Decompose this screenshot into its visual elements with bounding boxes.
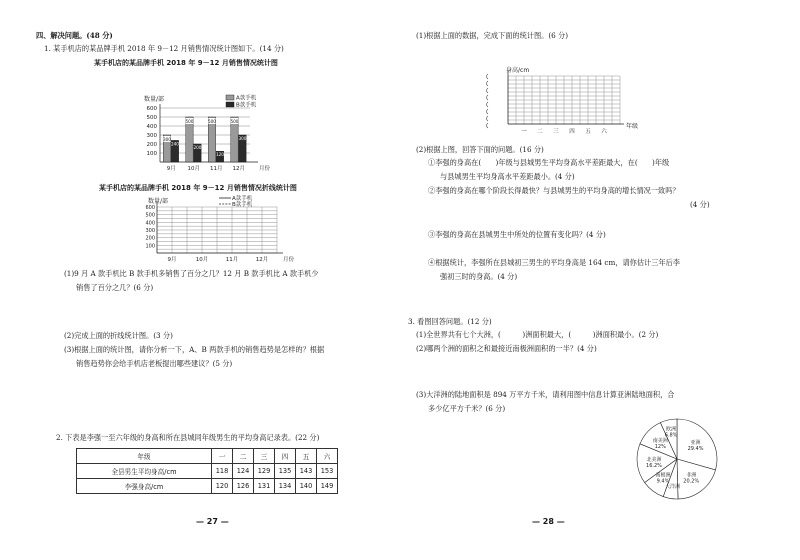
line-xtick-label: 11月 — [225, 257, 239, 263]
table-cell: 118 — [212, 464, 233, 479]
bar-ytick-label: 500 — [146, 115, 157, 121]
grid-xtick-label: 四 — [569, 129, 575, 135]
table-cell: 124 — [233, 464, 254, 479]
grid-bracket-mark — [487, 81, 489, 86]
q2-sub1-line2: 与县城男生平均身高水平差距最小。(4 分) — [440, 172, 575, 181]
pie-slice-name: 南美洲 — [652, 437, 668, 444]
bar-chart-ylabel: 数量/部 — [144, 96, 165, 103]
table-header-cell: 五 — [296, 449, 317, 464]
bar-value-label: 300 — [162, 137, 171, 142]
table-header-cell: 四 — [275, 449, 296, 464]
q1-part3-line1: (3)根据上面的统计图，请你分析一下，A、B 两款手机的销售趋势是怎样的？根据 — [64, 345, 325, 354]
q2-stem: 2. 下表是李强一至六年级的身高和所在县城同年级男生的平均身高记录表。(22 分) — [56, 433, 320, 442]
q3-part3-line1: (3)大洋洲的陆地面积是 894 万平方千米，请利用图中信息计算亚洲陆地面积，合 — [416, 390, 675, 399]
q1-part3-line2: 销售趋势你会给手机店老板提出哪些建议？(5 分) — [76, 359, 233, 368]
pie-slice-name: 非洲 — [686, 472, 697, 479]
q3-part3-line2: 多少亿平方千米？(6 分) — [428, 404, 506, 413]
grid-bracket-mark — [487, 109, 489, 114]
table-cell: 120 — [212, 479, 233, 494]
bar-ytick-label: 100 — [146, 151, 157, 157]
table-header-cell: 二 — [233, 449, 254, 464]
q2-sub4-line2: 强初三时的身高。(4 分) — [440, 272, 518, 281]
table-header-row — [77, 449, 338, 464]
pie-slice-value: 6.8% — [664, 432, 678, 439]
table-header-cell: 六 — [317, 449, 338, 464]
bar-legend-label: A款手机 — [236, 95, 257, 102]
bar-x-unit: 月份 — [259, 166, 271, 172]
q1-part2: (2)完成上面的折线统计图。(3 分) — [64, 331, 173, 340]
bar-xtick-label: 11月 — [210, 166, 223, 172]
line-chart-ylabel: 数量/部 — [148, 198, 169, 205]
q1-part1-line2: 销售了百分之几？(6 分) — [76, 283, 154, 292]
q2-sub1-line1: ①李强的身高在( )年级与县城男生平均身高水平差距最大，在( )年级 — [428, 158, 670, 167]
line-ytick-label: 200 — [145, 235, 155, 242]
pie-slice-value: 9.4% — [656, 478, 670, 485]
q1-stem: 1. 某手机店的某品牌手机 2018 年 9－12 月销售情况统计图如下。(14 分) — [44, 44, 284, 53]
bar-value-label: 500 — [185, 119, 194, 124]
line-ytick-label: 400 — [145, 220, 155, 227]
line-chart-title: 某手机店的某品牌手机 2018 年 9－12 月销售情况折线统计图 — [99, 184, 297, 192]
grid-bracket-mark — [487, 123, 489, 128]
table-cell: 134 — [275, 479, 296, 494]
q2-part1: (1)根据上面的数据，完成下面的统计图。(6 分) — [416, 31, 569, 40]
continent-pie-chart — [632, 414, 722, 504]
bar-chart — [130, 92, 300, 182]
line-chart — [135, 193, 305, 268]
bar-ytick-label: 600 — [146, 106, 157, 112]
table-header-cell: 三 — [254, 449, 275, 464]
table-cell: 143 — [296, 464, 317, 479]
line-xtick-label: 12月 — [255, 257, 269, 263]
pie-slice-value: 12% — [654, 443, 666, 450]
pie-slice-name: 大洋洲 — [664, 484, 680, 491]
line-xtick-label: 10月 — [195, 257, 209, 263]
bar-xtick-label: 10月 — [187, 166, 200, 172]
bar-value-label: 120 — [215, 152, 224, 158]
q1-part1-line1: (1)9 月 A 款手机比 B 款手机多销售了百分之几？12 月 B 款手机比 A 款手机少 — [64, 269, 319, 278]
bar-ytick-label: 200 — [146, 142, 157, 148]
q2-sub2: ②李强的身高在哪个阶段长得最快？与县城男生的平均身高的增长情况一致吗？ — [428, 186, 680, 195]
line-ytick-label: 500 — [145, 212, 155, 219]
pie-slice-name: 北美洲 — [646, 456, 662, 463]
grid-bracket-mark — [487, 95, 489, 100]
height-table — [76, 448, 338, 494]
line-ytick-label: 600 — [145, 205, 155, 211]
line-x-unit: 月份 — [283, 257, 295, 263]
bar-ytick-label: 400 — [146, 124, 157, 130]
bar-ytick-label: 300 — [146, 133, 157, 139]
table-cell: 126 — [233, 479, 254, 494]
table-cell: 131 — [254, 479, 275, 494]
page-number-left: — 27 — — [196, 517, 229, 526]
bar-legend-swatch — [226, 102, 234, 107]
grid-xtick-label: 一 — [521, 129, 527, 135]
pie-slice-name: 南极洲 — [655, 472, 671, 479]
bar-value-label: 500 — [207, 119, 216, 124]
bar-value-label: 500 — [230, 119, 239, 124]
bar-legend-label: B款手机 — [236, 102, 257, 109]
pie-slice-name: 亚洲 — [690, 440, 701, 447]
table-cell: 140 — [296, 479, 317, 494]
pie-slice-value: 16.2% — [646, 462, 662, 469]
q3-stem: 3. 看图回答问题。(12 分) — [408, 317, 492, 326]
table-cell: 129 — [254, 464, 275, 479]
grid-bracket-mark — [487, 74, 489, 79]
q2-sub3: ③李强的身高在县城男生中所处的位置有变化吗？(4 分) — [428, 230, 606, 239]
q2-sub2-score: (4 分) — [690, 200, 710, 209]
grid-xtick-label: 六 — [601, 129, 607, 135]
line-xtick-label: 9月 — [167, 257, 177, 263]
grid-xtick-label: 三 — [553, 129, 559, 135]
grid-xtick-label: 二 — [537, 129, 543, 135]
grid-xlabel: 年级 — [626, 123, 639, 130]
grid-bracket-mark — [487, 116, 489, 121]
height-grid-chart — [474, 62, 654, 142]
bar-xtick-label: 12月 — [232, 166, 245, 172]
table-cell: 153 — [317, 464, 338, 479]
bar-value-label: 240 — [170, 141, 179, 147]
bar-value-label: 200 — [193, 145, 202, 150]
q2-part2: (2)根据上图，回答下面的问题。(16 分) — [416, 145, 544, 154]
table-row — [77, 464, 338, 479]
q3-part1: (1)全世界共有七个大洲，( )洲面积最大，( )洲面积最小。(2 分) — [416, 330, 659, 339]
line-legend-label: B款手机 — [232, 202, 253, 208]
line-ytick-label: 300 — [145, 228, 155, 234]
bar-legend-swatch — [226, 95, 234, 100]
page-number-right: — 28 — — [532, 517, 565, 526]
line-ytick-label: 100 — [145, 243, 155, 250]
table-cell: 135 — [275, 464, 296, 479]
q3-part2: (2)哪两个洲的面积之和最接近南极洲面积的一半？(4 分) — [416, 344, 597, 353]
pie-slice-name: 欧洲 — [666, 426, 677, 433]
table-header-cell: 一 — [212, 449, 233, 464]
table-row-label: 李强身高/cm — [77, 479, 212, 494]
line-legend-label: A款手机 — [232, 196, 253, 202]
grid-ylabel: 身高/cm — [506, 67, 530, 74]
grid-xtick-label: 五 — [585, 129, 591, 135]
section-title: 四、解决问题。(48 分) — [36, 31, 113, 40]
bar-xtick-label: 9月 — [166, 166, 176, 172]
bar-value-label: 300 — [238, 136, 247, 141]
bar-chart-title: 某手机店的某品牌手机 2018 年 9－12 月销售情况统计图 — [94, 59, 278, 67]
table-row-label: 全县男生平均身高/cm — [77, 464, 212, 479]
pie-slice-value: 29.4% — [687, 446, 704, 453]
table-row — [77, 479, 338, 494]
grid-bracket-mark — [487, 102, 489, 107]
table-cell: 149 — [317, 479, 338, 494]
table-header-cell: 年级 — [77, 449, 212, 464]
grid-bracket-mark — [487, 88, 489, 93]
q2-sub4-line1: ④根据统计，李强所在县城初三男生的平均身高是 164 cm，请你估计三年后李 — [428, 258, 680, 267]
pie-slice-value: 20.2% — [683, 478, 700, 485]
